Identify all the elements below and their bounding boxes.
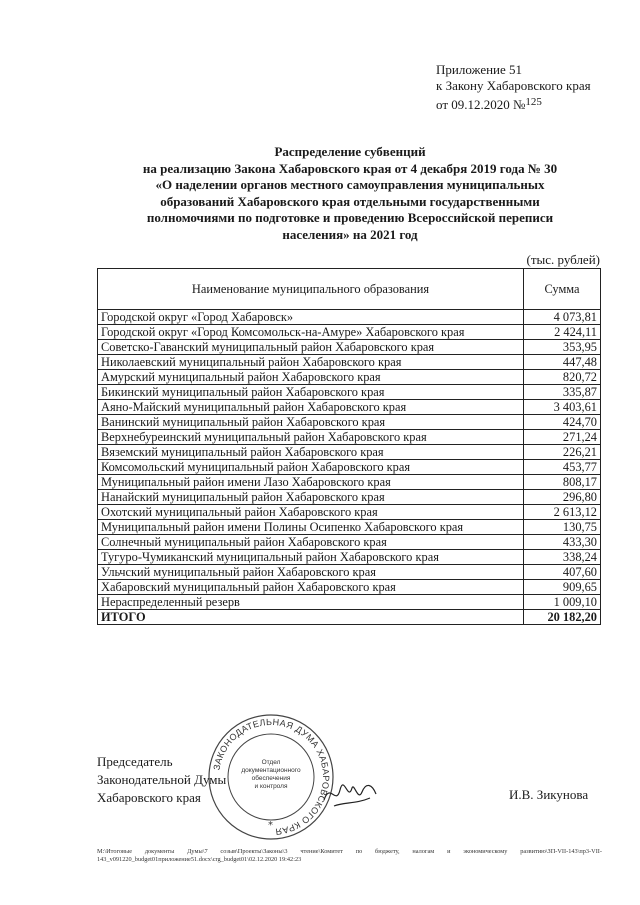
row-name: Нанайский муниципальный район Хабаровского края [98, 490, 524, 505]
file-path-footer: M:\Итоговые документы Думы\7 созыв\Проекты\Законы\3 чтение\Комитет по бюджету, налогам и экономическому развитию\ЗП-VII-143\пр3-VII-143_v091220_budget01приложение51.docx\crg_budget01\02.12.2020 19:42:23 [97, 848, 602, 863]
signatory-name: И.В. Зикунова [509, 787, 589, 802]
table-row [98, 445, 601, 460]
stamp-center-line: обеспечения [251, 775, 291, 782]
stamp-center-line: документационного [241, 767, 301, 774]
row-name: Вяземский муниципальный район Хабаровского края [98, 445, 524, 460]
row-name: Советско-Гаванский муниципальный район Хабаровского края [98, 340, 524, 355]
table-row [98, 550, 601, 565]
table-row [98, 460, 601, 475]
annex-number: 125 [525, 96, 542, 108]
table-row [98, 430, 601, 445]
handwritten-signature [320, 772, 380, 812]
stamp-star-icon: * [268, 820, 273, 831]
row-sum: 1 009,10 [524, 595, 601, 610]
title-line: образований Хабаровского края отдельными государственными [160, 193, 540, 209]
table-row [98, 475, 601, 490]
stamp-center-line: и контроля [254, 783, 288, 790]
total-sum: 20 182,20 [524, 610, 601, 625]
row-name: Муниципальный район имени Полины Осипенко Хабаровского края [98, 520, 524, 535]
row-sum: 424,70 [524, 415, 601, 430]
table-row [98, 490, 601, 505]
row-name: Бикинский муниципальный район Хабаровского края [98, 385, 524, 400]
row-name: Верхнебуреинский муниципальный район Хабаровского края [98, 430, 524, 445]
row-sum: 447,48 [524, 355, 601, 370]
units-label: (тыс. рублей) [526, 252, 600, 267]
header-sum: Сумма [524, 269, 601, 310]
row-name: Комсомольский муниципальный район Хабаровского края [98, 460, 524, 475]
row-name: Солнечный муниципальный район Хабаровского края [98, 535, 524, 550]
row-sum: 4 073,81 [524, 310, 601, 325]
title-line: «О наделении органов местного самоуправления муниципальных [155, 177, 545, 192]
stamp-center-line: Отдел [261, 759, 281, 766]
annex-date-text: от 09.12.2020 № [436, 97, 526, 112]
table-row [98, 325, 601, 340]
table-row [98, 310, 601, 325]
signature-region: Хабаровского края [97, 790, 201, 805]
row-sum: 130,75 [524, 520, 601, 535]
annex-date [436, 94, 591, 113]
row-sum: 909,65 [524, 580, 601, 595]
row-sum: 296,80 [524, 490, 601, 505]
row-sum: 353,95 [524, 340, 601, 355]
table-row [98, 415, 601, 430]
title-line: Распределение субвенций [274, 144, 426, 159]
row-sum: 226,21 [524, 445, 601, 460]
title-line: на реализацию Закона Хабаровского края от 4 декабря 2019 года № 30 [142, 160, 558, 176]
row-name: Муниципальный район имени Лазо Хабаровского края [98, 475, 524, 490]
annex-block [436, 62, 591, 113]
row-name: Нераспределенный резерв [98, 595, 524, 610]
table-row [98, 595, 601, 610]
row-name: Ванинский муниципальный район Хабаровского края [98, 415, 524, 430]
stamp-ring-text: ЗАКОНОДАТЕЛЬНАЯ ДУМА ХАБАРОВСКОГО КРАЯ [211, 716, 332, 837]
row-name: Охотский муниципальный район Хабаровского края [98, 505, 524, 520]
table-row [98, 505, 601, 520]
title-line: полномочиями по подготовке и проведению Всероссийской переписи [146, 210, 554, 225]
row-sum: 2 613,12 [524, 505, 601, 520]
signature-organization: Законодательной Думы [97, 772, 227, 787]
signature-position: Председатель [97, 754, 173, 769]
row-sum: 2 424,11 [524, 325, 601, 340]
row-sum: 407,60 [524, 565, 601, 580]
row-name: Хабаровский муниципальный район Хабаровского края [98, 580, 524, 595]
table-row [98, 580, 601, 595]
row-name: Городской округ «Город Хабаровск» [98, 310, 524, 325]
table-row [98, 535, 601, 550]
document-title [100, 144, 600, 243]
row-sum: 3 403,61 [524, 400, 601, 415]
row-name: Городской округ «Город Комсомольск-на-Амуре» Хабаровского края [98, 325, 524, 340]
table-header-row [98, 269, 601, 310]
total-label: ИТОГО [98, 610, 524, 625]
row-sum: 338,24 [524, 550, 601, 565]
table-row [98, 565, 601, 580]
row-name: Тугуро-Чумиканский муниципальный район Хабаровского края [98, 550, 524, 565]
title-line: населения» на 2021 год [282, 226, 418, 242]
annex-title: Приложение 51 [436, 62, 523, 77]
row-name: Николаевский муниципальный район Хабаровского края [98, 355, 524, 370]
row-sum: 271,24 [524, 430, 601, 445]
table-row [98, 340, 601, 355]
row-name: Амурский муниципальный район Хабаровского края [98, 370, 524, 385]
subsidy-table [97, 268, 601, 625]
table-row [98, 520, 601, 535]
header-name: Наименование муниципального образования [98, 269, 524, 310]
table-row [98, 370, 601, 385]
row-name: Ульчский муниципальный район Хабаровского края [98, 565, 524, 580]
row-sum: 335,87 [524, 385, 601, 400]
row-sum: 820,72 [524, 370, 601, 385]
row-sum: 433,30 [524, 535, 601, 550]
table-row [98, 385, 601, 400]
row-name: Аяно-Майский муниципальный район Хабаровского края [98, 400, 524, 415]
table-row [98, 355, 601, 370]
row-sum: 453,77 [524, 460, 601, 475]
official-stamp [206, 712, 336, 842]
table-row [98, 400, 601, 415]
total-row [98, 610, 601, 625]
annex-law-ref: к Закону Хабаровского края [436, 78, 591, 93]
row-sum: 808,17 [524, 475, 601, 490]
